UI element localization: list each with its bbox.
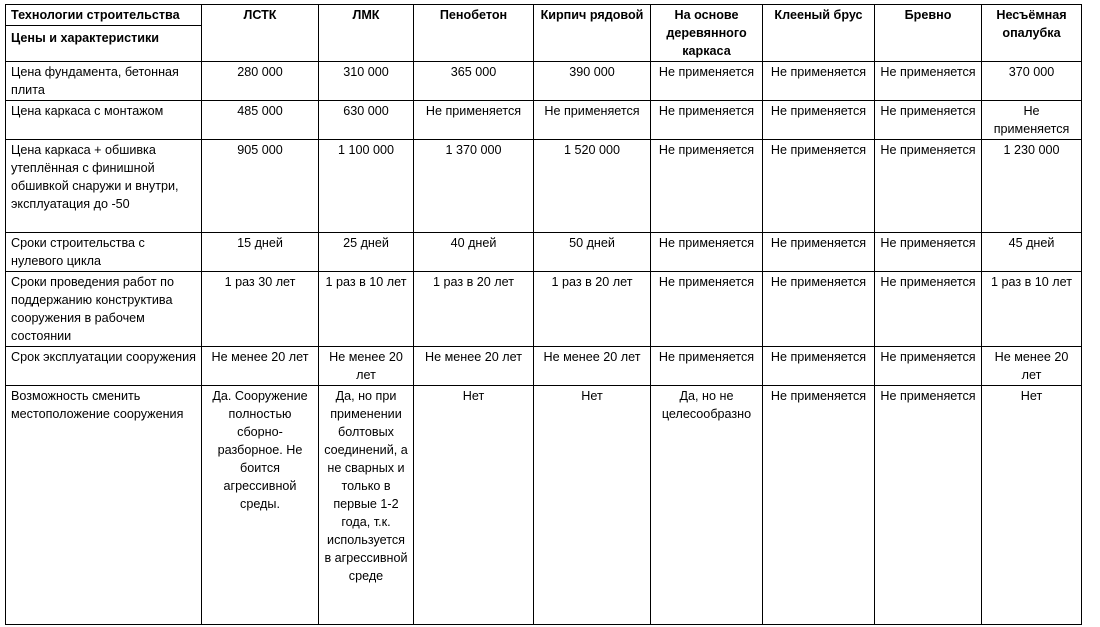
table-cell: 50 дней [534,233,651,272]
technologies-heading: Технологии строительства [6,5,201,26]
table-cell: Не применяется [875,101,982,140]
table-cell: Не применяется [651,101,763,140]
table-cell: Не применяется [763,386,875,625]
table-cell: 365 000 [414,62,534,101]
table-cell: 1 раз в 10 лет [319,272,414,347]
row-label: Срок эксплуатации сооружения [6,347,202,386]
table-cell: Не менее 20 лет [534,347,651,386]
table-cell: 1 230 000 [982,140,1082,233]
row-label: Цена фундамента, бетонная плита [6,62,202,101]
table-cell: Не менее 20 лет [319,347,414,386]
table-cell: 15 дней [202,233,319,272]
table-cell: 370 000 [982,62,1082,101]
table-cell: Не менее 20 лет [202,347,319,386]
table-cell: Не применяется [763,272,875,347]
table-row [6,386,1082,625]
column-header: Пенобетон [414,5,534,62]
comparison-table [5,4,1082,625]
column-header: Клееный брус [763,5,875,62]
column-header: Кирпич рядовой [534,5,651,62]
table-cell: Не применяется [763,347,875,386]
table-row [6,62,1082,101]
column-header: ЛМК [319,5,414,62]
table-cell: Не применяется [414,101,534,140]
row-label: Возможность сменить местоположение сооружения [6,386,202,625]
table-cell: Не применяется [651,140,763,233]
table-cell: 1 520 000 [534,140,651,233]
table-cell: 1 раз в 20 лет [534,272,651,347]
table-cell: Не применяется [875,272,982,347]
table-row [6,101,1082,140]
table-cell: Не применяется [875,140,982,233]
table-cell: 280 000 [202,62,319,101]
table-cell: 25 дней [319,233,414,272]
table-cell: 390 000 [534,62,651,101]
table-cell: Не применяется [875,62,982,101]
table-cell: 485 000 [202,101,319,140]
row-label: Сроки проведения работ по поддержанию конструктива сооружения в рабочем состоянии [6,272,202,347]
column-header: Бревно [875,5,982,62]
table-cell: Не применяется [651,62,763,101]
table-cell: Не применяется [651,272,763,347]
table-cell: Не применяется [875,347,982,386]
table-cell: 40 дней [414,233,534,272]
table-row [6,140,1082,233]
table-cell: Не применяется [651,233,763,272]
table-row [6,272,1082,347]
table-cell: Не применяется [875,386,982,625]
table-cell: Да, но не целесообразно [651,386,763,625]
table-cell: Не менее 20 лет [414,347,534,386]
header-row [6,5,1082,62]
column-header: На основе деревянного каркаса [651,5,763,62]
table-cell: 1 370 000 [414,140,534,233]
table-cell: 905 000 [202,140,319,233]
column-header: Несъёмная опалубка [982,5,1082,62]
table-cell: 310 000 [319,62,414,101]
table-cell: Не применяется [763,101,875,140]
row-label: Цена каркаса с монтажом [6,101,202,140]
table-cell: Нет [534,386,651,625]
table-cell: Не применяется [763,140,875,233]
table-cell: Не применяется [763,62,875,101]
table-cell: 1 раз в 20 лет [414,272,534,347]
table-cell: Нет [982,386,1082,625]
table-cell: Не применяется [875,233,982,272]
table-cell: Да, но при применении болтовых соединений, а не сварных и только в первые 1-2 года, т.к. используется в агрессивной среде [319,386,414,625]
table-cell: 1 раз 30 лет [202,272,319,347]
table-cell: Нет [414,386,534,625]
characteristics-heading: Цены и характеристики [11,31,160,45]
table-cell: 1 раз в 10 лет [982,272,1082,347]
table-cell: Не применяется [982,101,1082,140]
table-cell: Не применяется [651,347,763,386]
table-row [6,233,1082,272]
table-cell: 630 000 [319,101,414,140]
table-cell: 45 дней [982,233,1082,272]
column-header: ЛСТК [202,5,319,62]
row-label: Цена каркаса + обшивка утеплённая с финишной обшивкой снаружи и внутри, эксплуатация до -50 [6,140,202,233]
table-cell: Да. Сооружение полностью сборно-разборное. Не боится агрессивной среды. [202,386,319,625]
corner-cell [6,5,202,62]
table-row [6,347,1082,386]
row-label: Сроки строительства с нулевого цикла [6,233,202,272]
table-cell: Не применяется [534,101,651,140]
table-cell: Не менее 20 лет [982,347,1082,386]
table-cell: Не применяется [763,233,875,272]
table-cell: 1 100 000 [319,140,414,233]
